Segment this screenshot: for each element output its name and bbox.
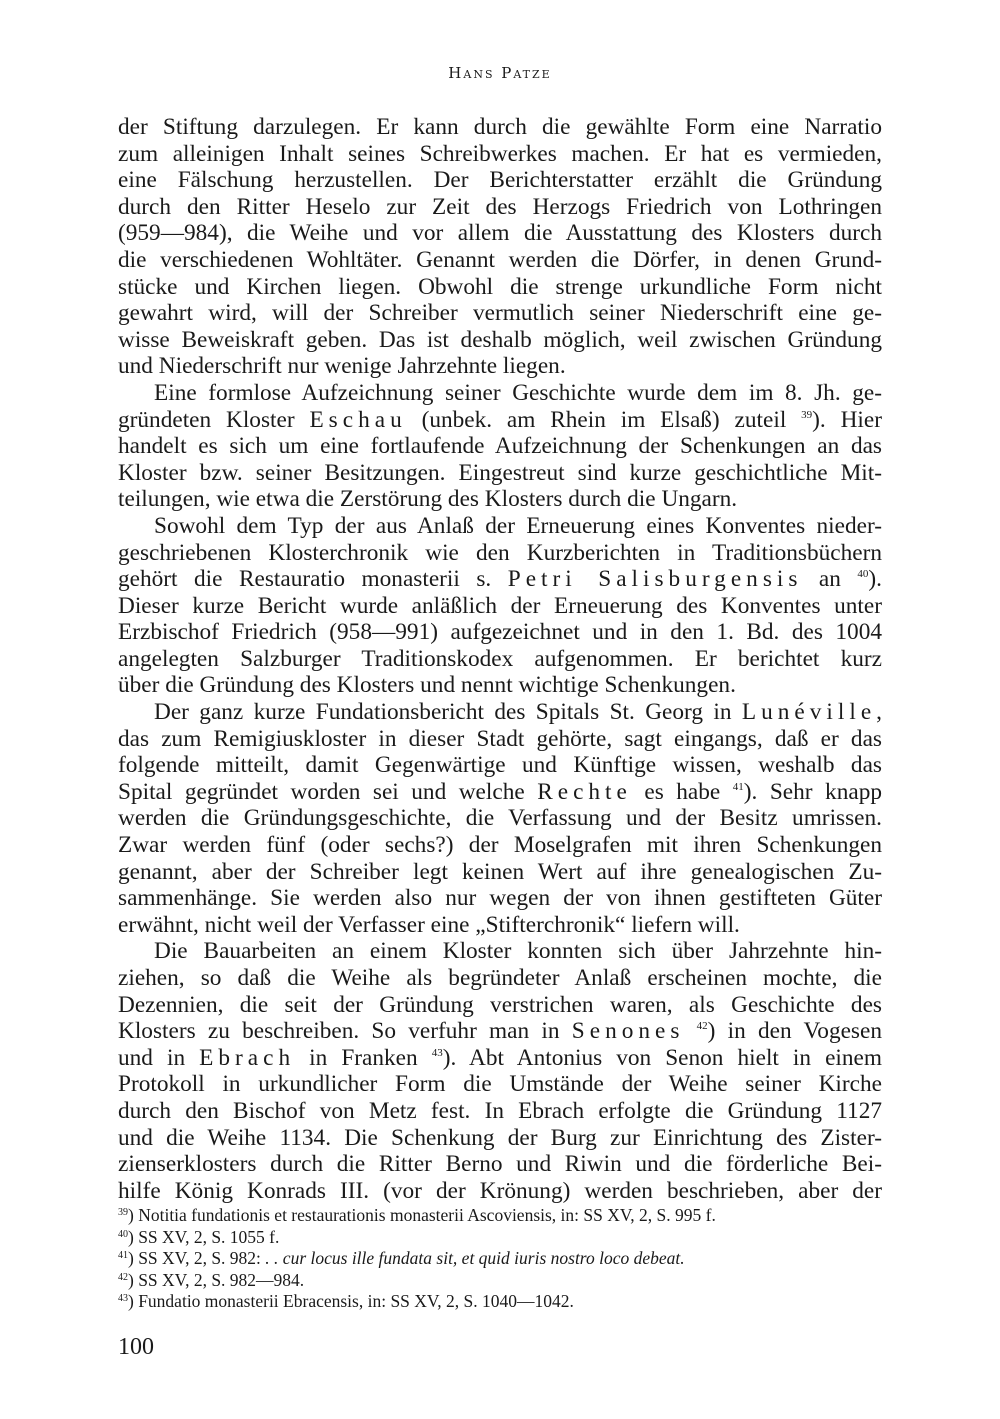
text-line: eine Fälschung herzustellen. Der Berichterstatter erzählt die Gründung (118, 167, 882, 194)
text-line: wisse Beweiskraft geben. Das ist deshalb möglich, weil zwischen Gründung (118, 326, 882, 353)
text-line: durch den Bischof von Metz fest. In Ebrach erfolgte die Gründung 1127 (118, 1097, 882, 1124)
text-line: angelegten Salzburger Traditionskodex aufgenommen. Er berichtet kurz (118, 645, 882, 672)
text-line: durch den Ritter Heselo zur Zeit des Herzogs Friedrich von Lothringen (118, 193, 882, 220)
spaced-place-name: Lunéville (741, 699, 877, 726)
text-line: Die Bauarbeiten an einem Kloster konnten sich über Jahrzehnte hin- (154, 938, 882, 965)
text-line: Kloster bzw. seiner Besitzungen. Eingestreut sind kurze geschichtliche Mit- (118, 459, 882, 486)
text-line: werden die Gründungsgeschichte, die Verfassung und der Besitz umrissen. (118, 805, 882, 832)
text-run: Der ganz kurze Fundationsbericht des Spitals St. Georg in (154, 699, 742, 726)
text-line: folgende mitteilt, damit Gegenwärtige und Künftige wissen, weshalb das (118, 752, 882, 779)
spaced-place-name: Eschau (309, 406, 407, 433)
text-run: an (802, 566, 858, 593)
text-line: zienserklosters durch die Ritter Berno und Riwin und die förderliche Bei- (118, 1151, 882, 1178)
text-run: Spital gegründet worden sei und welche (118, 778, 538, 805)
body-text (118, 114, 882, 1204)
text-line (118, 699, 882, 726)
text-line: hilfe König Konrads III. (vor der Krönung) werden beschrieben, aber der (118, 1177, 882, 1204)
text-run: ). Sehr knapp (743, 778, 882, 805)
running-header: Hans Patze (448, 64, 552, 82)
text-run: ) in den Vogesen (707, 1018, 882, 1045)
footnote (118, 1270, 882, 1292)
text-run (684, 1018, 696, 1044)
footnote (118, 1248, 882, 1270)
text-line (118, 1045, 882, 1072)
text-run: , (876, 699, 882, 726)
text-line: über die Gründung des Klosters und nennt wichtige Schenkungen. (118, 672, 736, 699)
text-run: gründeten Kloster (118, 406, 310, 433)
page-number: 100 (118, 1334, 154, 1360)
text-line (118, 779, 882, 806)
text-line: ziehen, so daß die Weihe als begründeter Anlaß erscheinen mochte, die (118, 965, 882, 991)
text-line: die verschiedenen Wohltäter. Genannt werden die Dörfer, in denen Grund- (118, 246, 882, 273)
text-line: Protokoll in urkundlicher Form die Umstände der Weihe seiner Kirche (118, 1071, 882, 1098)
text-line: erwähnt, nicht weil der Verfasser eine „Stifterchronik“ liefern will. (118, 911, 740, 938)
footnote-number: 41 (118, 1250, 128, 1261)
footnote-text: ) SS XV, 2, S. 1055 f. (128, 1226, 280, 1247)
text-line: Zwar werden fünf (oder sechs?) der Moselgrafen mit ihren Schenkungen (118, 832, 882, 859)
text-line: Dezennien, die seit der Gründung verstrichen waren, als Geschichte des (118, 991, 882, 1018)
text-run: in Franken (295, 1044, 432, 1071)
text-run: ). Abt Antonius von Senon hielt in einem (442, 1044, 883, 1071)
text-line: Dieser kurze Bericht wurde anläßlich der Erneuerung des Konventes unter (118, 592, 882, 619)
footnote-number: 43 (118, 1293, 128, 1304)
text-line: geschriebenen Klosterchronik wie den Kurzberichten in Traditionsbüchern (118, 539, 882, 566)
text-line: gewahrt wird, will der Schreiber vermutlich seiner Niederschrift eine ge- (118, 300, 882, 327)
footnote-ref: 40 (857, 568, 869, 581)
footnote-quote: . . cur locus ille fundata sit, et quid iuris nostro loco debeat. (265, 1248, 685, 1268)
footnote-text: ) Notitia fundationis et restaurationis monasterii Ascoviensis, in: SS XV, 2, S. 995 f. (128, 1205, 716, 1225)
spaced-place-name: Ebrach (199, 1044, 296, 1071)
footnote-ref: 41 (732, 780, 744, 793)
footnote-number: 39 (118, 1207, 128, 1218)
text-run: ). (868, 566, 882, 593)
spaced-place-name: Petri Salisburgensis (507, 566, 803, 593)
footnotes (118, 1205, 882, 1313)
text-run: Klosters zu beschreiben. So verfuhr man in (118, 1018, 572, 1045)
footnote-number: 42 (118, 1271, 128, 1283)
text-run: gehört die Restauratio monasterii s. (118, 566, 508, 593)
footnote-number: 40 (118, 1228, 128, 1240)
text-run: es habe (631, 778, 733, 805)
text-line: zum alleinigen Inhalt seines Schreibwerkes machen. Er hat es vermieden, (118, 140, 882, 167)
text-line: und Niederschrift nur wenige Jahrzehnte liegen. (118, 353, 566, 380)
text-line: genannt, aber der Schreiber legt keinen Wert auf ihre genealogischen Zu- (118, 858, 882, 885)
text-line: Erzbischof Friedrich (958—991) aufgezeichnet und in den 1. Bd. des 1004 (118, 619, 882, 646)
text-line: stücke und Kirchen liegen. Obwohl die strenge urkundliche Form nicht (118, 273, 882, 300)
text-line (118, 407, 882, 434)
text-run: und in (118, 1044, 200, 1071)
footnote (118, 1227, 882, 1249)
spaced-place-name: Senones (571, 1018, 685, 1045)
text-line: teilungen, wie etwa die Zerstörung des Klosters durch die Ungarn. (118, 486, 738, 513)
footnote-text: ) SS XV, 2, S. 982—984. (128, 1269, 305, 1290)
text-run: Hier (825, 406, 882, 433)
text-run: ). (812, 406, 826, 433)
text-line: handelt es sich um eine fortlaufende Aufzeichnung der Schenkungen an das (118, 433, 882, 460)
footnote (118, 1291, 882, 1313)
footnote-ref: 42 (696, 1020, 708, 1033)
text-line: und die Weihe 1134. Die Schenkung der Burg zur Einrichtung des Zister- (118, 1124, 882, 1151)
text-line: der Stiftung darzulegen. Er kann durch die gewählte Form eine Narratio (118, 114, 882, 140)
footnote (118, 1205, 882, 1227)
footnote-ref: 43 (431, 1046, 443, 1059)
spaced-term: Rechte (537, 778, 632, 805)
text-line: Sowohl dem Typ der aus Anlaß der Erneuerung eines Konventes nieder- (154, 512, 882, 539)
text-line: sammenhänge. Sie werden also nur wegen der von ihnen gestifteten Güter (118, 885, 882, 912)
text-line: das zum Remigiuskloster in dieser Stadt gehörte, sagt eingangs, daß er das (118, 725, 882, 752)
text-run: (unbek. am Rhein im Elsaß) zuteil (406, 406, 802, 433)
text-line (118, 566, 882, 593)
footnote-ref: 39 (801, 408, 813, 421)
footnote-text: ) SS XV, 2, S. 982: (128, 1248, 266, 1268)
footnote-text: ) Fundatio monasterii Ebracensis, in: SS XV, 2, S. 1040—1042. (128, 1291, 574, 1311)
text-line (118, 1018, 882, 1045)
text-line: (959—984), die Weihe und vor allem die Ausstattung des Klosters durch (118, 220, 882, 247)
text-line: Eine formlose Aufzeichnung seiner Geschichte wurde dem im 8. Jh. ge- (154, 379, 882, 406)
